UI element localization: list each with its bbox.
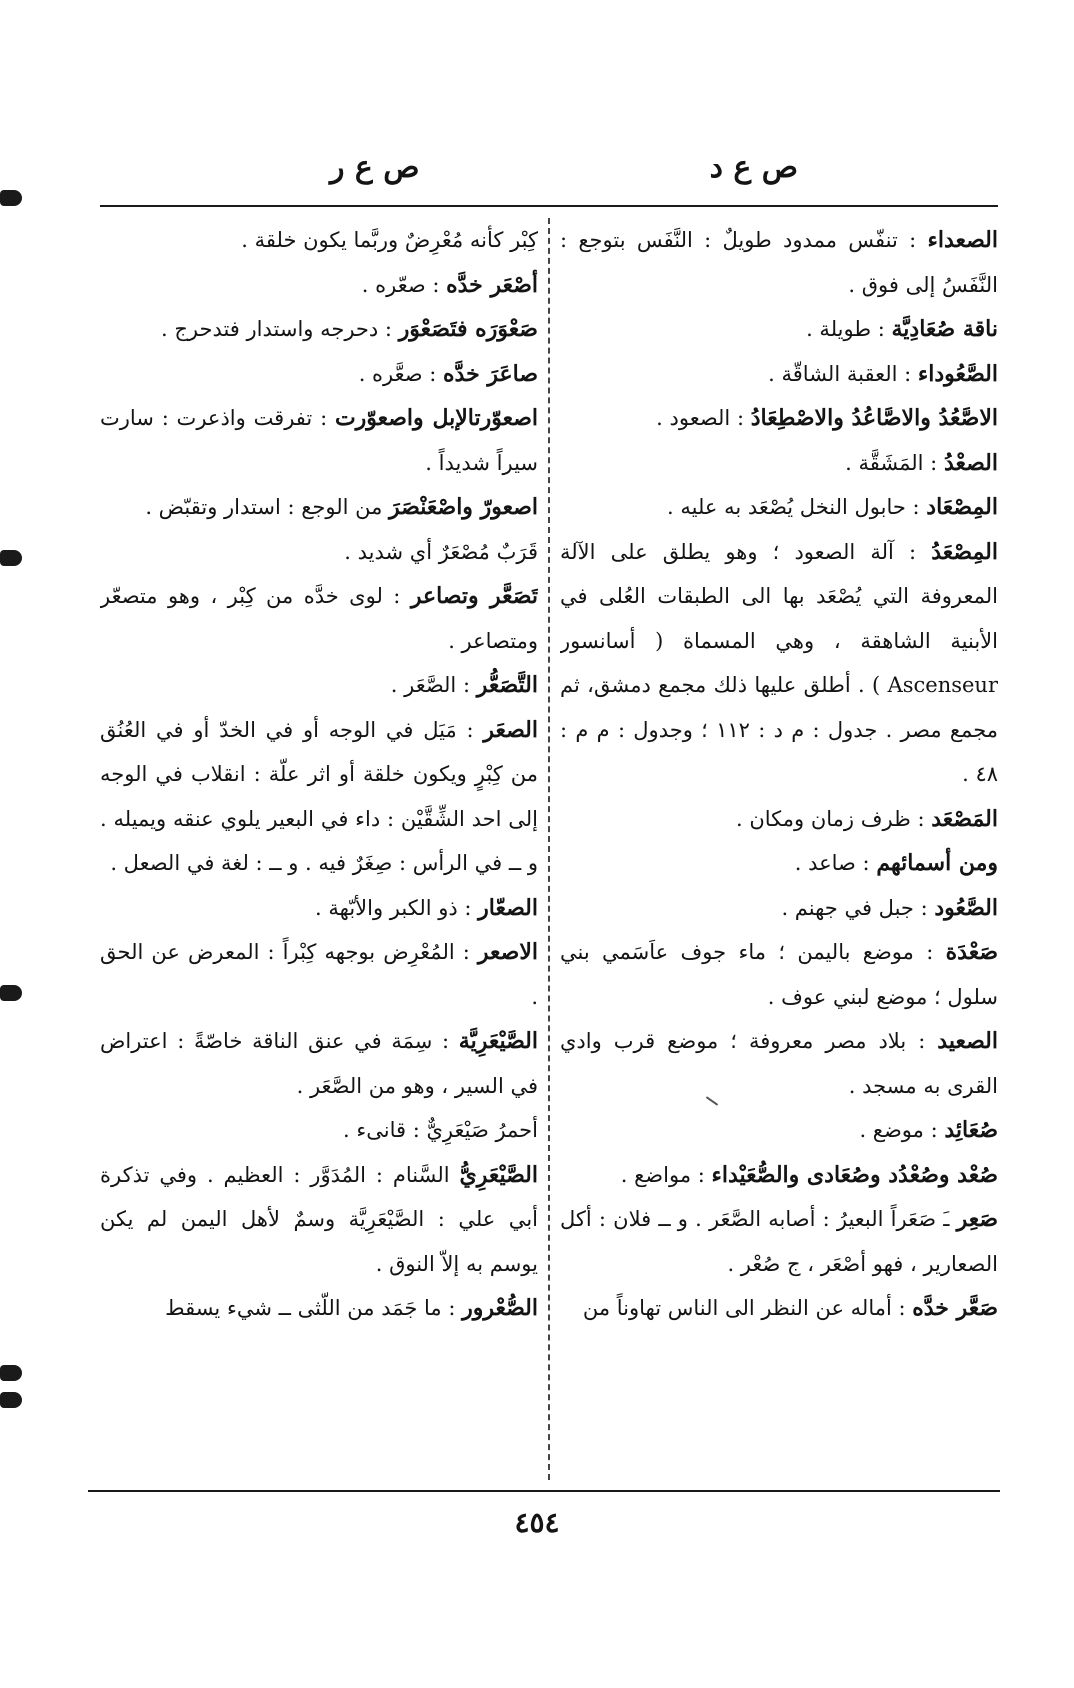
dictionary-entry xyxy=(560,1108,998,1153)
dictionary-entry xyxy=(560,218,998,307)
dictionary-entry xyxy=(100,574,538,663)
entry-headword: الصعداء xyxy=(927,227,998,253)
entry-headword: تَصَعَّر وتصاعر xyxy=(410,583,538,609)
dictionary-entry xyxy=(560,1286,998,1331)
entry-definition: : المُعْرِض بوجهه كِبْراً : المعرض عن الحق . xyxy=(100,940,538,1009)
entry-headword: ناقة صُعَادِيَّة xyxy=(891,316,998,342)
dictionary-entry xyxy=(560,396,998,441)
entry-definition: : الصعود . xyxy=(656,406,751,430)
dictionary-entry xyxy=(560,841,998,886)
entry-definition: : ذو الكبر والأبّهة . xyxy=(315,895,479,920)
entry-headword: الصعَر xyxy=(483,716,538,743)
entry-headword: الصُّعْرور xyxy=(462,1295,538,1321)
entry-definition: : تفرقت واذعرت : سارت سيراً شديداً . xyxy=(100,406,538,475)
entry-definition: : تنفّس ممدود طويلٌ : النَّفَس بتوجع : النَّفَسُ إلى فوق . xyxy=(560,228,998,297)
dictionary-entry xyxy=(100,1108,538,1153)
dictionary-entry xyxy=(100,708,538,886)
entry-headword: صَعْدَة xyxy=(945,939,998,965)
entry-headword: صُعَائِد xyxy=(944,1117,998,1143)
entry-headword: الاصَّعُدُ والاصَّاعُدُ والاصْطِعَادُ xyxy=(750,405,998,431)
entry-headword: الاصعر xyxy=(477,939,538,965)
entry-definition: أحمرُ صَيْعَرِيٌّ : قانىء . xyxy=(343,1118,538,1142)
entry-headword: الصَّيْعَرِيَّة xyxy=(458,1028,538,1054)
dictionary-entry xyxy=(560,485,998,530)
margin-mark xyxy=(0,1392,22,1408)
entry-headword: الصعيد xyxy=(937,1028,998,1054)
entry-definition: : صعَّره . xyxy=(358,361,444,386)
dictionary-entry xyxy=(100,263,538,308)
entry-definition: : أماله عن النظر الى الناس تهاوناً من xyxy=(582,1296,913,1320)
dictionary-entry xyxy=(100,352,538,397)
dictionary-entry xyxy=(100,396,538,485)
entry-headword: اصعوّرتالإبل واصعوّرت xyxy=(334,405,538,431)
entry-definition: : موضع . xyxy=(859,1118,945,1142)
dictionary-entry xyxy=(560,797,998,842)
dictionary-entry xyxy=(560,441,998,486)
left-column xyxy=(100,218,538,1486)
entry-headword: الصَّعُود xyxy=(934,894,998,921)
dictionary-entry xyxy=(560,1197,998,1286)
margin-mark xyxy=(0,190,22,206)
entry-headword: المِصْعَاد xyxy=(926,494,998,520)
entry-headword: الصعّار xyxy=(478,894,538,921)
entry-definition: : لوى خدَّه من كِبْر ، وهو متصعّر ومتصاعر . xyxy=(100,584,538,653)
entry-headword: ومن أسمائهم xyxy=(876,850,998,876)
dictionary-entry xyxy=(100,663,538,708)
footer-rule xyxy=(88,1490,1000,1492)
dictionary-entry xyxy=(100,530,538,575)
entry-headword: الصَّعُوداء xyxy=(917,360,998,387)
right-column xyxy=(560,218,998,1486)
dictionary-entry xyxy=(560,1019,998,1108)
dictionary-entry xyxy=(560,530,998,797)
entry-definition: : موضع باليمن ؛ ماء جوف عاَسَمي بني سلول ؛ موضع لبني عوف . xyxy=(560,940,998,1009)
dictionary-entry xyxy=(100,886,538,931)
entry-definition: : صاعد . xyxy=(794,851,877,875)
dictionary-entry xyxy=(100,1286,538,1331)
entry-definition: : المَشَقَّة . xyxy=(845,450,944,475)
entry-definition: كِبْر كأنه مُعْرِضٌ وربَّما يكون خلقة . xyxy=(241,228,538,252)
dictionary-entry xyxy=(560,1153,998,1198)
entry-definition: : جبل في جهنم . xyxy=(781,895,935,920)
entry-headword: الصَّيْعَرِيُّ xyxy=(459,1161,538,1188)
entry-definition: : ظرف زمان ومكان . xyxy=(736,806,932,831)
entry-definition: : مواضع . xyxy=(620,1162,712,1187)
entry-definition: : آلة الصعود ؛ وهو يطلق على الآلة المعروفة التي يُصْعَد بها الى الطبقات العُلى في الأبنية الشاهقة ، وهي المسماة ( أسانسور Ascenseur ) . أطلق عليها ذلك مجمع دمشق، ثم مجمع مصر . جدول : م د : ١١٢ ؛ وجدول : م م : ٤٨ . xyxy=(560,539,998,786)
dictionary-entry xyxy=(560,886,998,931)
dictionary-entry xyxy=(100,930,538,1019)
entry-headword: أصْعَر خدَّه xyxy=(446,271,538,298)
margin-mark xyxy=(0,550,22,566)
entry-headword: المَصْعَد xyxy=(931,805,998,832)
header-rule xyxy=(100,205,998,207)
left-root-heading: ص ع ر xyxy=(330,150,420,185)
entry-definition: : طويلة . xyxy=(806,317,892,341)
entry-definition: السَّنام : المُدَوَّر : العظيم . وفي تذكرة أبي علي : الصَّيْعَرِيَّة وسمٌ لأهل اليمن لم يكن يوسم به إلاّ النوق . xyxy=(100,1162,538,1276)
entry-definition: : مَيَل في الوجه أو في الخدّ أو في العُنُق من كِبْرٍ ويكون خلقة أو اثر علّة : انقلاب في الوجه إلى احد الشِّقَّيْن : داء في البعير يلوي عنقه ويميله . و ــ في الرأس : صِغَرٌ فيه . و ــ : لغة في الصعل . xyxy=(100,717,538,875)
entry-headword: صَعْوَرَه فتَصَعْوَر xyxy=(398,316,538,342)
dictionary-entry xyxy=(100,307,538,352)
entry-definition: : العقبة الشاقّة . xyxy=(768,361,918,386)
entry-definition: قَرَبٌ مُصْعَرٌ أي شديد . xyxy=(344,539,538,564)
entry-headword: التَّصَعُّر xyxy=(476,672,538,698)
entry-definition: ـَ صَعَراً البعيرُ : أصابه الصَّعَر . و ــ فلان : أكل الصعارير ، فهو أصْعَر ، ج صُعْر . xyxy=(560,1207,998,1276)
entry-headword: المِصْعَدُ xyxy=(931,538,998,565)
entry-definition: : صعّره . xyxy=(361,272,447,297)
column-divider xyxy=(548,218,550,1480)
margin-mark xyxy=(0,985,22,1001)
entry-definition: : دحرجه واستدار فتدحرج . xyxy=(160,317,399,341)
entry-headword: الصعْدُ xyxy=(943,449,998,476)
dictionary-entry xyxy=(100,1153,538,1287)
entry-headword: صَعِر xyxy=(956,1206,998,1232)
entry-definition: : سِمَة في عنق الناقة خاصّةً : اعتراض في السير ، وهو من الصَّعَر . xyxy=(100,1029,538,1098)
entry-definition: : بلاد مصر معروفة ؛ موضع قرب وادي القرى به مسجد . xyxy=(560,1029,998,1098)
right-root-heading: ص ع د xyxy=(709,150,798,185)
entry-definition: : حابول النخل يُصْعَد به عليه . xyxy=(667,495,927,519)
entry-headword: صُعْد وصُعْدُد وصُعَادى والصُّعَيْداء xyxy=(711,1161,998,1188)
entry-headword: صَعَّر خدَّه xyxy=(912,1295,998,1321)
entry-headword: اصعورّ واصْعَنْصَرَ xyxy=(389,494,538,520)
dictionary-entry xyxy=(560,930,998,1019)
dictionary-entry xyxy=(100,485,538,530)
entry-definition: : الصَّعَر . xyxy=(390,673,477,697)
margin-mark xyxy=(0,1365,22,1381)
dictionary-entry xyxy=(560,307,998,352)
running-header xyxy=(100,150,998,198)
entry-definition: : ما جَمَد من اللّثى ــ شيء يسقط xyxy=(165,1296,463,1320)
dictionary-entry xyxy=(100,1019,538,1108)
page-number: ٤٥٤ xyxy=(514,1506,560,1539)
dictionary-entry xyxy=(560,352,998,397)
entry-headword: صاعَرَ خدَّه xyxy=(443,360,538,387)
entry-definition: من الوجع : استدار وتقبّض . xyxy=(145,495,390,519)
dictionary-entry xyxy=(100,218,538,263)
